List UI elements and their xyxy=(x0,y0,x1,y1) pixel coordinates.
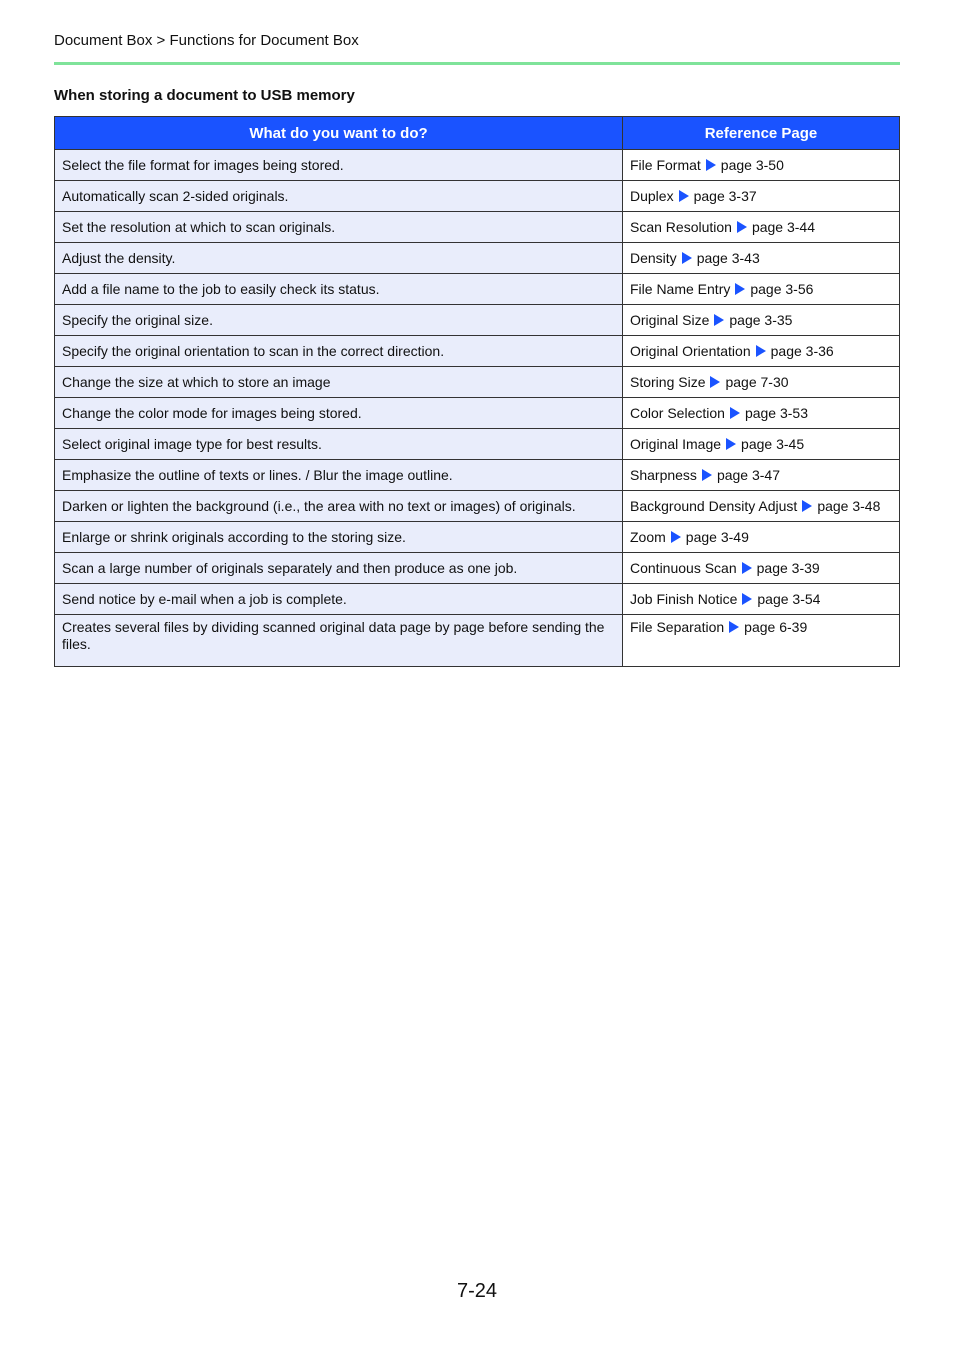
arrow-right-icon xyxy=(682,252,692,264)
reference-cell xyxy=(623,274,900,305)
task-cell: Enlarge or shrink originals according to the storing size. xyxy=(55,522,623,553)
setting-name: Job Finish Notice xyxy=(630,590,738,607)
setting-name: Sharpness xyxy=(630,466,697,483)
reference-cell xyxy=(623,553,900,584)
table-row xyxy=(55,460,900,491)
reference-cell xyxy=(623,212,900,243)
setting-name: File Name Entry xyxy=(630,280,731,297)
arrow-right-icon xyxy=(737,221,747,233)
setting-name: Continuous Scan xyxy=(630,559,737,576)
task-cell: Specify the original orientation to scan in the correct direction. xyxy=(55,336,623,367)
table-row xyxy=(55,305,900,336)
reference-cell xyxy=(623,615,900,667)
page-reference-link[interactable]: page 3-39 xyxy=(756,559,820,576)
table-row xyxy=(55,522,900,553)
reference-cell xyxy=(623,429,900,460)
task-cell: Darken or lighten the background (i.e., the area with no text or images) of originals. xyxy=(55,491,623,522)
reference-cell xyxy=(623,243,900,274)
table-row xyxy=(55,398,900,429)
reference-cell xyxy=(623,367,900,398)
task-cell: Scan a large number of originals separately and then produce as one job. xyxy=(55,553,623,584)
task-cell: Adjust the density. xyxy=(55,243,623,274)
arrow-right-icon xyxy=(802,500,812,512)
arrow-right-icon xyxy=(710,376,720,388)
table-row xyxy=(55,150,900,181)
task-cell: Add a file name to the job to easily check its status. xyxy=(55,274,623,305)
page-reference-link[interactable]: page 3-53 xyxy=(744,404,808,421)
column-header-task: What do you want to do? xyxy=(55,117,623,150)
table-row xyxy=(55,243,900,274)
table-row xyxy=(55,181,900,212)
task-cell: Creates several files by dividing scanned original data page by page before sending the files. xyxy=(55,615,623,667)
page-reference-link[interactable]: page 3-56 xyxy=(750,280,814,297)
page-reference-link[interactable]: page 3-50 xyxy=(720,156,784,173)
task-cell: Send notice by e-mail when a job is complete. xyxy=(55,584,623,615)
arrow-right-icon xyxy=(729,621,739,633)
page-reference-link[interactable]: page 3-48 xyxy=(817,497,881,514)
arrow-right-icon xyxy=(702,469,712,481)
table-row xyxy=(55,274,900,305)
setting-name: Color Selection xyxy=(630,404,725,421)
arrow-right-icon xyxy=(742,593,752,605)
reference-cell xyxy=(623,336,900,367)
page-reference-link[interactable]: page 3-36 xyxy=(770,342,834,359)
page-reference-link[interactable]: page 3-35 xyxy=(729,311,793,328)
task-cell: Automatically scan 2-sided originals. xyxy=(55,181,623,212)
page-reference-link[interactable]: page 3-37 xyxy=(693,187,757,204)
page-reference-link[interactable]: page 6-39 xyxy=(744,619,808,635)
setting-name: Storing Size xyxy=(630,373,706,390)
arrow-right-icon xyxy=(726,438,736,450)
task-cell: Change the color mode for images being stored. xyxy=(55,398,623,429)
table-row xyxy=(55,491,900,522)
arrow-right-icon xyxy=(735,283,745,295)
reference-cell xyxy=(623,398,900,429)
arrow-right-icon xyxy=(671,531,681,543)
setting-name: Original Orientation xyxy=(630,342,751,359)
setting-name: Scan Resolution xyxy=(630,218,732,235)
column-header-reference: Reference Page xyxy=(623,117,900,150)
reference-cell xyxy=(623,150,900,181)
reference-cell xyxy=(623,584,900,615)
table-row xyxy=(55,212,900,243)
task-cell: Select original image type for best results. xyxy=(55,429,623,460)
setting-name: Original Size xyxy=(630,311,710,328)
page-reference-link[interactable]: page 7-30 xyxy=(725,373,789,390)
arrow-right-icon xyxy=(706,159,716,171)
reference-cell xyxy=(623,181,900,212)
setting-name: File Format xyxy=(630,156,701,173)
arrow-right-icon xyxy=(730,407,740,419)
setting-name: File Separation xyxy=(630,619,725,635)
arrow-right-icon xyxy=(742,562,752,574)
task-cell: Emphasize the outline of texts or lines. / Blur the image outline. xyxy=(55,460,623,491)
page-reference-link[interactable]: page 3-49 xyxy=(685,528,749,545)
table-row xyxy=(55,429,900,460)
arrow-right-icon xyxy=(714,314,724,326)
table-row xyxy=(55,615,900,667)
table-row xyxy=(55,367,900,398)
arrow-right-icon xyxy=(756,345,766,357)
breadcrumb: Document Box > Functions for Document Box xyxy=(54,32,359,49)
reference-cell xyxy=(623,491,900,522)
setting-name: Background Density Adjust xyxy=(630,497,798,514)
table-header-row xyxy=(55,117,900,150)
setting-name: Original Image xyxy=(630,435,722,452)
table-row xyxy=(55,336,900,367)
task-cell: Specify the original size. xyxy=(55,305,623,336)
page-reference-link[interactable]: page 3-43 xyxy=(696,249,760,266)
reference-table xyxy=(54,116,900,667)
table-row xyxy=(55,584,900,615)
setting-name: Duplex xyxy=(630,187,674,204)
setting-name: Density xyxy=(630,249,677,266)
page-number: 7-24 xyxy=(456,1280,498,1302)
page-reference-link[interactable]: page 3-47 xyxy=(716,466,780,483)
setting-name: Zoom xyxy=(630,528,666,545)
table-row xyxy=(55,553,900,584)
page-reference-link[interactable]: page 3-45 xyxy=(741,435,805,452)
task-cell: Select the file format for images being stored. xyxy=(55,150,623,181)
task-cell: Change the size at which to store an image xyxy=(55,367,623,398)
task-cell: Set the resolution at which to scan originals. xyxy=(55,212,623,243)
reference-cell xyxy=(623,305,900,336)
header-divider xyxy=(54,62,900,65)
section-title: When storing a document to USB memory xyxy=(54,87,355,104)
reference-cell xyxy=(623,460,900,491)
page-reference-link[interactable]: page 3-54 xyxy=(757,590,821,607)
reference-cell xyxy=(623,522,900,553)
page-reference-link[interactable]: page 3-44 xyxy=(751,218,816,235)
arrow-right-icon xyxy=(679,190,689,202)
